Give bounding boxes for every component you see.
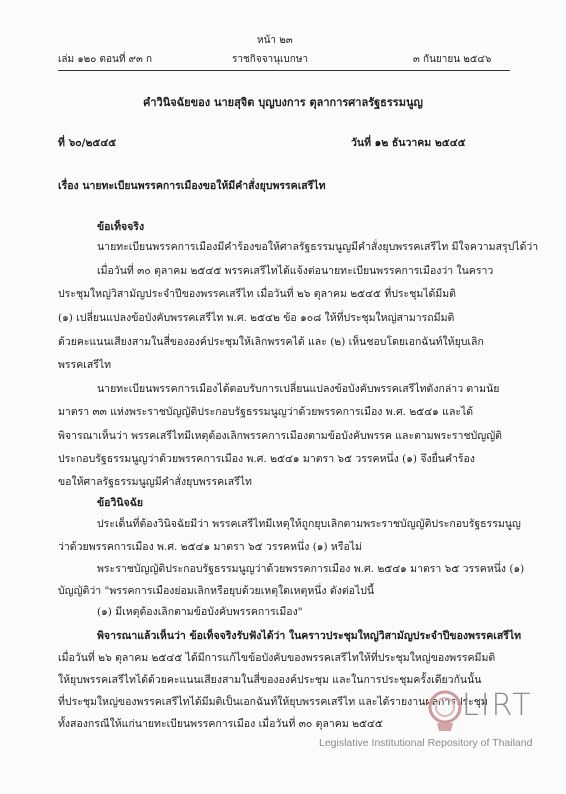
- gazette-name: ราชกิจจานุเบกษา: [232, 54, 309, 65]
- facts-line: มาตรา ๓๓ แห่งพระราชบัญญัติประกอบรัฐธรรมนูญว่าด้วยพรรคการเมือง พ.ศ. ๒๕๔๑ และได้: [58, 406, 474, 418]
- facts-line: นายทะเบียนพรรคการเมืองมีคำร้องขอให้ศาลรัฐธรรมนูญมีคำสั่งยุบพรรคเสรีไท มีใจความสรุปได้ว่า: [97, 241, 539, 253]
- ruling-heading: ข้อวินิจฉัย: [97, 497, 144, 509]
- facts-line: ประชุมใหญ่วิสามัญประจำปีของพรรคเสรีไท เมื่อวันที่ ๒๖ ตุลาคม ๒๕๔๕ ที่ประชุมได้มีมติ: [58, 288, 457, 300]
- ruling-line: ทั้งสองกรณีให้แก่นายทะเบียนพรรคการเมือง เมื่อวันที่ ๓๐ ตุลาคม ๒๕๔๕: [58, 718, 383, 730]
- lirt-seal-icon: [428, 690, 462, 734]
- ruling-line: ที่ประชุมใหญ่ของพรรคเสรีไทได้มีมติเป็นเอกฉันท์ให้ยุบพรรคเสรีไท และได้รายงานผลการประชุม: [58, 696, 488, 708]
- facts-line: ด้วยคะแนนเสียงสามในสี่ขององค์ประชุมให้เลิกพรรคได้ และ (๒) เห็นชอบโดยเอกฉันท์ให้ยุบเลิก: [58, 336, 484, 348]
- case-number: ที่ ๖๐/๒๕๔๕: [58, 137, 117, 149]
- document-title: คำวินิจฉัยของ นายสุจิต บุญบงการ ตุลาการศาลรัฐธรรมนูญ: [143, 96, 423, 109]
- subject-line: เรื่อง นายทะเบียนพรรคการเมืองขอให้มีคำสั่งยุบพรรคเสรีไท: [58, 180, 326, 192]
- ruling-line: ว่าด้วยพรรคการเมือง พ.ศ. ๒๕๔๑ มาตรา ๖๕ วรรคหนึ่ง (๑) หรือไม่: [58, 541, 362, 553]
- ruling-line: บัญญัติว่า "พรรคการเมืองย่อมเลิกหรือยุบด้วยเหตุใดเหตุหนึ่ง ดังต่อไปนี้: [58, 585, 375, 597]
- facts-heading: ข้อเท็จจริง: [97, 221, 145, 233]
- facts-line: นายทะเบียนพรรคการเมืองได้ตอบรับการเปลี่ยนแปลงข้อบังคับพรรคเสรีไทดังกล่าว ตามนัย: [97, 383, 500, 395]
- ruling-line: ประเด็นที่ต้องวินิจฉัยมีว่า พรรคเสรีไทมีเหตุให้ถูกยุบเลิกตามพระราชบัญญัติประกอบรัฐธรรมนูญ: [97, 518, 521, 530]
- ruling-line: พระราชบัญญัติประกอบรัฐธรรมนูญว่าด้วยพรรคการเมือง พ.ศ. ๒๕๔๑ มาตรา ๖๕ วรรคหนึ่ง (๑): [97, 563, 525, 575]
- ruling-line: พิจารณาแล้วเห็นว่า ข้อเท็จจริงรับฟังได้ว่า ในคราวประชุมใหญ่วิสามัญประจำปีของพรรคเสรีไท: [97, 630, 522, 642]
- gazette-date: ๓ กันยายน ๒๕๔๖: [413, 54, 492, 65]
- ruling-line: (๑) มีเหตุต้องเลิกตามข้อบังคับพรรคการเมือง": [97, 606, 303, 618]
- facts-line: พรรคเสรีไท: [58, 359, 112, 371]
- facts-line: พิจารณาเห็นว่า พรรคเสรีไทมีเหตุต้องเลิกพรรคการเมืองตามข้อบังคับพรรค และตามพระราชบัญญัติ: [58, 430, 502, 442]
- lirt-logo-text: LIRT: [462, 688, 533, 723]
- gazette-volume: เล่ม ๑๒๐ ตอนที่ ๙๓ ก: [58, 54, 153, 65]
- facts-line: (๑) เปลี่ยนแปลงข้อบังคับพรรคเสรีไท พ.ศ. ๒๕๔๒ ข้อ ๑๐๘ ให้ที่ประชุมใหญ่สามารถมีมติ: [58, 312, 455, 324]
- header-rule: [58, 70, 510, 71]
- lirt-subtitle: Legislative Institutional Repository of Thailand: [319, 737, 533, 749]
- page-number: หน้า ๒๓: [257, 35, 293, 46]
- facts-line: เมื่อวันที่ ๓๐ ตุลาคม ๒๕๔๕ พรรคเสรีไทได้แจ้งต่อนายทะเบียนพรรคการเมืองว่า ในคราว: [97, 265, 494, 277]
- ruling-line: ให้ยุบพรรคเสรีไทได้ด้วยคะแนนเสียงสามในสี่ขององค์ประชุม และในการประชุมครั้งเดียวกันนั้น: [58, 674, 482, 686]
- facts-line: ประกอบรัฐธรรมนูญว่าด้วยพรรคการเมือง พ.ศ. ๒๕๔๑ มาตรา ๖๕ วรรคหนึ่ง (๑) จึงยื่นคำร้อง: [58, 453, 475, 465]
- case-date: วันที่ ๑๒ ธันวาคม ๒๕๔๕: [351, 137, 466, 149]
- ruling-line: เมื่อวันที่ ๒๖ ตุลาคม ๒๕๔๕ ได้มีการแก้ไขข้อบังคับของพรรคเสรีไทให้ที่ประชุมใหญ่ของพรรคมีมติ: [58, 652, 496, 664]
- facts-line: ขอให้ศาลรัฐธรรมนูญมีคำสั่งยุบพรรคเสรีไท: [58, 476, 252, 488]
